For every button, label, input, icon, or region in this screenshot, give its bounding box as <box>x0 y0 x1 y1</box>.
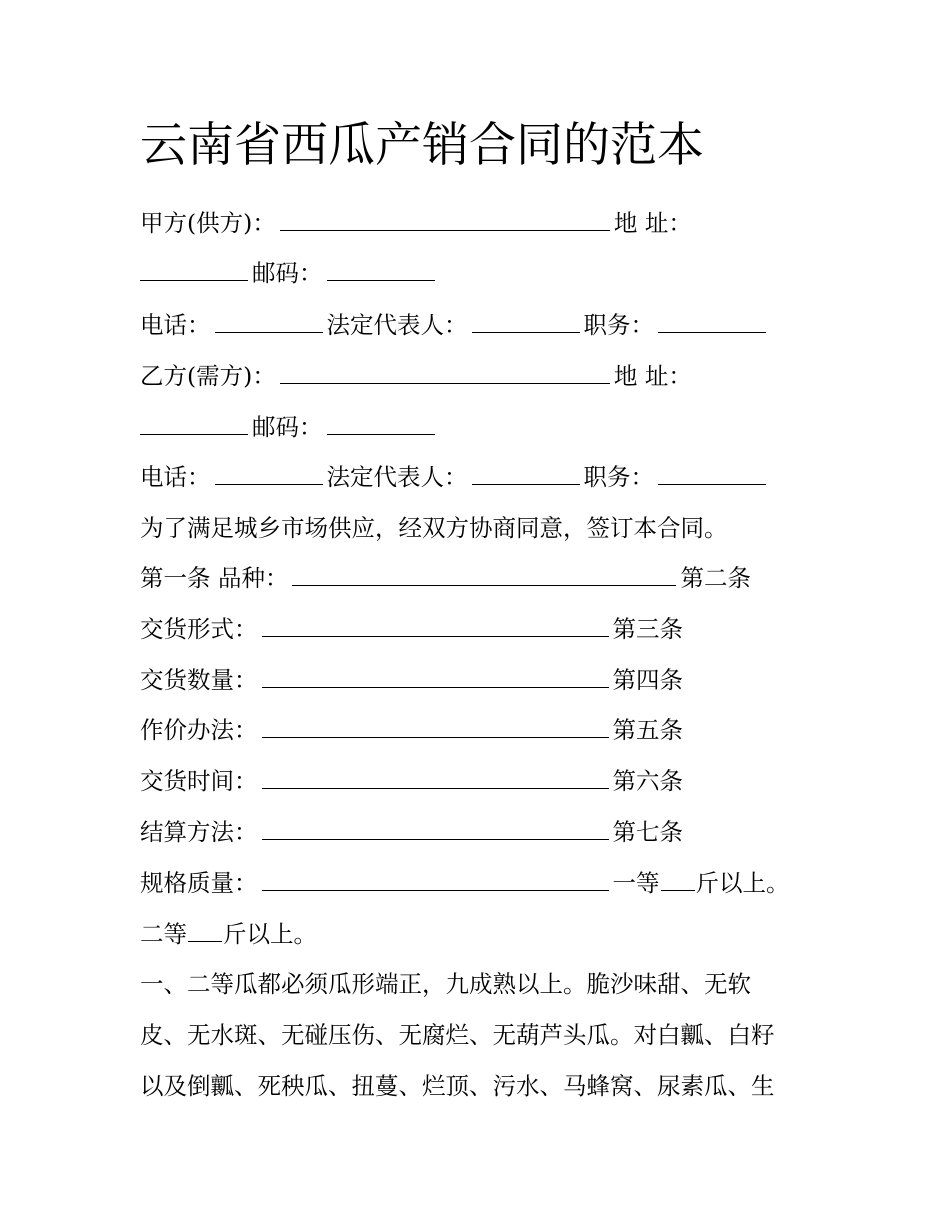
article-line <box>140 613 683 645</box>
body-text: 一、二等瓜都必须瓜形端正，九成熟以上。脆沙味甜、无软 <box>140 970 751 998</box>
article-label: 结算方法： <box>140 818 258 846</box>
party-a-rep-blank <box>472 310 580 333</box>
party-a-address-blank <box>140 258 248 281</box>
party-b-phone-blank <box>215 462 323 485</box>
party-b-line <box>140 360 692 392</box>
article-label: 第一条 品种： <box>140 564 289 592</box>
party-b-rep-blank <box>472 462 580 485</box>
party-a-postcode-blank <box>327 258 435 281</box>
article-next: 第三条 <box>612 615 683 643</box>
article-blank <box>262 766 609 789</box>
article-line <box>140 664 683 696</box>
article-line <box>140 765 683 797</box>
party-a-address-line <box>140 257 439 289</box>
article-blank <box>262 665 609 688</box>
party-b-address-blank <box>140 412 248 435</box>
article-label: 作价办法： <box>140 716 258 744</box>
party-b-label: 乙方(需方)： <box>140 362 276 390</box>
party-a-position-blank <box>658 310 766 333</box>
body-line <box>140 1070 775 1102</box>
grade1-weight-blank <box>661 868 695 891</box>
body-line <box>140 968 751 1000</box>
article-line <box>140 562 751 594</box>
body-line <box>140 1019 775 1051</box>
party-a-phone-label: 电话： <box>140 311 211 339</box>
article-line <box>140 816 683 848</box>
party-b-address-line <box>140 411 439 443</box>
party-b-rep-label: 法定代表人： <box>326 463 468 491</box>
article-next: 第四条 <box>612 666 683 694</box>
page-title: 云南省西瓜产销合同的范本 <box>140 118 704 173</box>
intro-line <box>140 512 728 544</box>
party-a-address-label: 地 址： <box>613 209 692 237</box>
party-b-position-label: 职务： <box>583 463 654 491</box>
grade2-line <box>140 918 317 950</box>
party-b-position-blank <box>658 462 766 485</box>
body-text: 以及倒瓤、死秧瓜、扭蔓、烂顶、污水、马蜂窝、尿素瓜、生 <box>140 1072 775 1100</box>
article-next: 一等 <box>612 869 660 897</box>
party-a-name-blank <box>280 208 610 231</box>
party-a-rep-label: 法定代表人： <box>326 311 468 339</box>
party-b-name-blank <box>280 361 610 384</box>
party-a-phone-blank <box>215 310 323 333</box>
grade2-prefix: 二等 <box>140 920 187 948</box>
article-line <box>140 714 683 746</box>
party-a-line <box>140 207 692 239</box>
grade2-suffix: 斤以上。 <box>223 920 317 948</box>
article-blank <box>262 715 609 738</box>
article-line <box>140 867 790 899</box>
intro-text: 为了满足城乡市场供应，经双方协商同意，签订本合同。 <box>140 514 728 542</box>
article-blank <box>292 563 676 586</box>
party-a-label: 甲方(供方)： <box>140 209 276 237</box>
party-b-contact-line <box>140 461 770 493</box>
body-text: 皮、无水斑、无碰压伤、无腐烂、无葫芦头瓜。对白瓤、白籽 <box>140 1021 775 1049</box>
party-b-postcode-label: 邮码： <box>252 413 323 441</box>
article-label: 交货数量： <box>140 666 258 694</box>
party-a-position-label: 职务： <box>583 311 654 339</box>
article-next: 第六条 <box>612 767 683 795</box>
party-b-postcode-blank <box>327 412 435 435</box>
party-a-postcode-label: 邮码： <box>252 259 323 287</box>
article-blank <box>262 614 609 637</box>
article-blank <box>262 817 609 840</box>
article-label: 规格质量： <box>140 869 258 897</box>
article-label: 交货时间： <box>140 767 258 795</box>
article-label: 交货形式： <box>140 615 258 643</box>
party-b-phone-label: 电话： <box>140 463 211 491</box>
article-next: 第五条 <box>612 716 683 744</box>
grade1-suffix: 斤以上。 <box>695 869 790 897</box>
article-next: 第二条 <box>680 564 751 592</box>
grade2-weight-blank <box>188 919 222 942</box>
article-next: 第七条 <box>612 818 683 846</box>
article-blank <box>262 868 609 891</box>
party-b-address-label: 地 址： <box>613 362 692 390</box>
party-a-contact-line <box>140 309 770 341</box>
